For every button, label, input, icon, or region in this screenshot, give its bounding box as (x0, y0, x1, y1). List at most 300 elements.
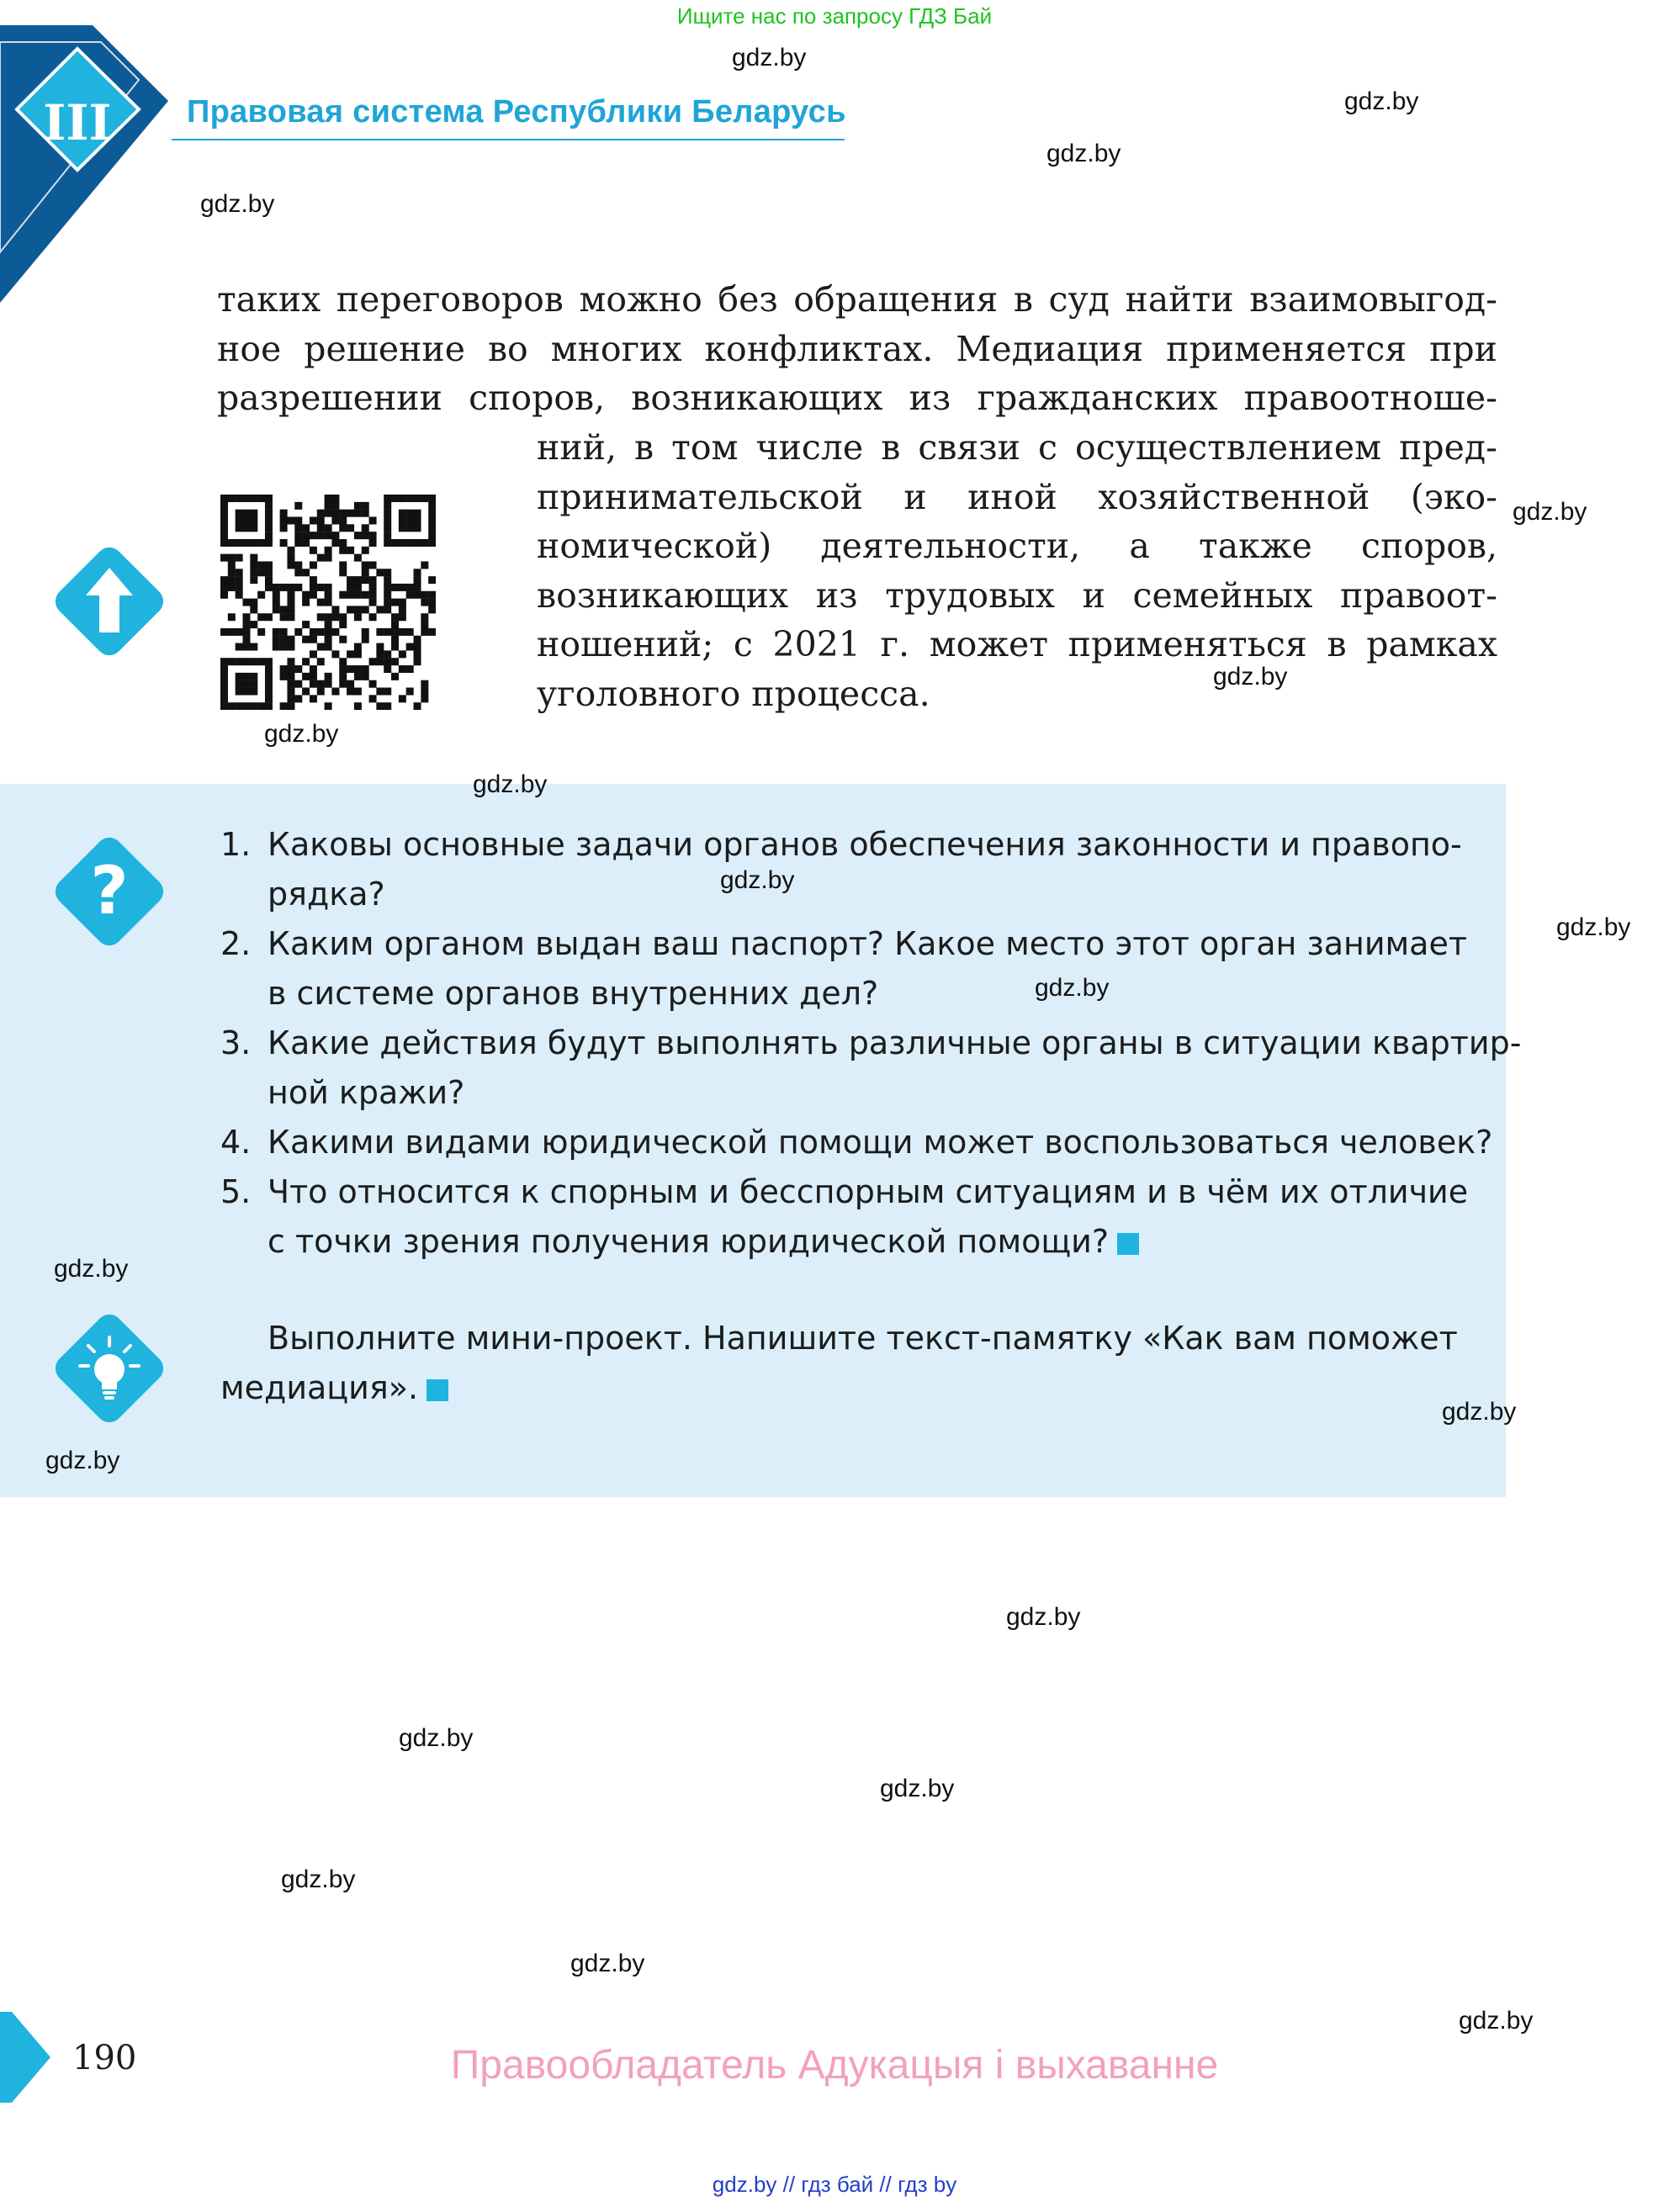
qr-module (428, 606, 436, 613)
qr-module (362, 636, 369, 643)
qr-module (406, 591, 414, 599)
qr-module (391, 673, 399, 680)
qr-module (376, 650, 384, 658)
qr-module (406, 643, 414, 651)
qr-module (220, 576, 228, 584)
qr-module (362, 628, 369, 636)
qr-module (310, 636, 317, 643)
qr-module (406, 495, 414, 502)
qr-module (421, 591, 428, 599)
qr-module (287, 695, 294, 702)
qr-module (273, 643, 280, 651)
qr-module (220, 665, 228, 673)
qr-module (280, 673, 288, 680)
qr-module (220, 539, 228, 547)
qr-module (257, 658, 265, 665)
watermark: gdz.by (1035, 974, 1110, 1002)
mini-project-task (220, 1314, 1457, 1413)
qr-module (369, 613, 377, 621)
project-text: медиация». (220, 1369, 419, 1406)
qr-module (302, 621, 310, 628)
qr-module (317, 688, 325, 696)
qr-module (428, 532, 436, 539)
qr-module (265, 584, 273, 591)
qr-module (265, 576, 273, 584)
qr-module (287, 584, 294, 591)
qr-module (399, 599, 406, 606)
chapter-rule (172, 139, 845, 140)
qr-module (421, 613, 428, 621)
qr-module (294, 695, 302, 702)
qr-module (331, 510, 339, 517)
qr-module (362, 576, 369, 584)
qr-module (280, 628, 288, 636)
qr-module (280, 510, 288, 517)
qr-module (339, 636, 347, 643)
qr-module (280, 613, 288, 621)
search-banner: Ищите нас по запросу ГДЗ Бай (676, 3, 993, 29)
text-line: уголовного процесса. (537, 673, 930, 714)
qr-module (354, 613, 362, 621)
qr-module (354, 643, 362, 651)
question-number: 1. (220, 826, 252, 863)
qr-module (325, 554, 332, 562)
qr-module (428, 510, 436, 517)
qr-module (287, 591, 294, 599)
question-text: Каковы основные задачи органов обеспечения законности и правопо- (268, 826, 1462, 863)
qr-module (339, 591, 347, 599)
qr-module (354, 650, 362, 658)
qr-module (302, 636, 310, 643)
qr-module (414, 576, 421, 584)
qr-module (265, 539, 273, 547)
qr-module (428, 516, 436, 524)
qr-module (384, 524, 391, 532)
qr-module (325, 636, 332, 643)
qr-module (414, 702, 421, 710)
qr-module (220, 516, 228, 524)
qr-module (428, 524, 436, 532)
qr-module (302, 569, 310, 576)
qr-module (325, 532, 332, 539)
qr-module (242, 516, 250, 524)
watermark: gdz.by (45, 1447, 120, 1474)
qr-module (317, 524, 325, 532)
qr-module (376, 569, 384, 576)
qr-module (257, 591, 265, 599)
watermark: gdz.by (1513, 498, 1587, 526)
qr-module (294, 584, 302, 591)
qr-module (265, 665, 273, 673)
watermark: gdz.by (1344, 87, 1419, 115)
qr-module (317, 643, 325, 651)
qr-module (428, 628, 436, 636)
svg-text:?: ? (90, 854, 129, 929)
qr-module (414, 636, 421, 643)
qr-module (250, 576, 257, 584)
watermark: gdz.by (54, 1255, 129, 1283)
qr-code[interactable] (220, 495, 436, 710)
qr-module (325, 643, 332, 651)
qr-module (354, 532, 362, 539)
qr-module (414, 495, 421, 502)
qr-module (384, 510, 391, 517)
qr-module (265, 688, 273, 696)
qr-module (294, 680, 302, 688)
qr-module (399, 524, 406, 532)
qr-module (236, 628, 243, 636)
qr-module (250, 643, 257, 651)
qr-module (317, 516, 325, 524)
qr-module (414, 524, 421, 532)
qr-module (317, 554, 325, 562)
qr-module (287, 606, 294, 613)
qr-module (287, 680, 294, 688)
qr-module (220, 591, 228, 599)
qr-module (362, 502, 369, 510)
qr-module (347, 606, 354, 613)
qr-module (257, 613, 265, 621)
qr-module (242, 613, 250, 621)
question-item (220, 919, 1467, 1019)
qr-module (347, 524, 354, 532)
qr-module (236, 584, 243, 591)
qr-module (280, 665, 288, 673)
qr-module (347, 650, 354, 658)
qr-module (369, 599, 377, 606)
question-number: 2. (220, 925, 252, 962)
qr-module (421, 680, 428, 688)
qr-module (414, 510, 421, 517)
qr-module (220, 695, 228, 702)
qr-module (220, 495, 228, 502)
qr-module (391, 495, 399, 502)
qr-module (287, 673, 294, 680)
qr-module (236, 576, 243, 584)
qr-module (280, 702, 288, 710)
qr-module (236, 680, 243, 688)
watermark: gdz.by (1442, 1398, 1517, 1426)
qr-module (265, 516, 273, 524)
qr-module (369, 516, 377, 524)
qr-module (339, 665, 347, 673)
questions-list (220, 820, 1522, 1267)
qr-module (339, 658, 347, 665)
watermark: gdz.by (880, 1775, 955, 1802)
watermark: gdz.by (200, 190, 275, 218)
project-text: Выполните мини-проект. Напишите текст-памятку «Как вам поможет (268, 1320, 1458, 1357)
qr-module (331, 502, 339, 510)
qr-module (228, 539, 236, 547)
qr-module (384, 576, 391, 584)
qr-module (331, 539, 339, 547)
qr-module (250, 658, 257, 665)
qr-module (242, 621, 250, 628)
qr-module (242, 599, 250, 606)
watermark: gdz.by (1459, 2007, 1534, 2035)
qr-module (236, 569, 243, 576)
qr-module (220, 702, 228, 710)
qr-module (399, 695, 406, 702)
question-item (220, 1019, 1522, 1118)
qr-module (369, 680, 377, 688)
qr-module (399, 628, 406, 636)
qr-module (302, 539, 310, 547)
qr-module (236, 524, 243, 532)
qr-module (421, 561, 428, 569)
qr-module (414, 584, 421, 591)
qr-module (242, 539, 250, 547)
text-line: номической) деятельности, а также споров, (537, 526, 1497, 566)
qr-module (302, 673, 310, 680)
qr-module (428, 591, 436, 599)
qr-module (384, 532, 391, 539)
qr-module (428, 599, 436, 606)
qr-module (384, 665, 391, 673)
qr-module (325, 584, 332, 591)
watermark: gdz.by (1006, 1603, 1081, 1631)
text-line: таких переговоров можно без обращения в суд найти взаимовыгод- (217, 279, 1497, 320)
copyright-notice: Правообладатель Адукацыя і выхаванне (450, 2043, 1219, 2088)
qr-module (331, 532, 339, 539)
qr-module (257, 539, 265, 547)
qr-module (310, 516, 317, 524)
qr-module (339, 516, 347, 524)
question-text: Что относится к спорным и бесспорным ситуациям и в чём их отличие (268, 1173, 1469, 1210)
text-line: ношений; с 2021 г. может применяться в рамках (537, 624, 1497, 664)
qr-module (414, 658, 421, 665)
qr-module (228, 554, 236, 562)
qr-module (294, 561, 302, 569)
question-text: Какие действия будут выполнять различные органы в ситуации квартир- (268, 1024, 1522, 1061)
qr-module (347, 576, 354, 584)
qr-module (354, 576, 362, 584)
qr-module (257, 569, 265, 576)
qr-module (310, 665, 317, 673)
qr-module (406, 516, 414, 524)
qr-module (273, 584, 280, 591)
qr-module (287, 643, 294, 651)
qr-module (302, 688, 310, 696)
qr-module (294, 524, 302, 532)
qr-module (294, 502, 302, 510)
qr-module (414, 516, 421, 524)
qr-module (242, 673, 250, 680)
qr-module (317, 658, 325, 665)
lightbulb-icon (46, 1305, 172, 1431)
qr-module (250, 495, 257, 502)
qr-module (273, 636, 280, 643)
qr-module (242, 510, 250, 517)
qr-module (414, 650, 421, 658)
qr-module (325, 547, 332, 554)
qr-module (384, 606, 391, 613)
text-line: принимательской и иной хозяйственной (эко- (537, 476, 1497, 517)
qr-module (421, 495, 428, 502)
qr-module (331, 688, 339, 696)
qr-module (399, 584, 406, 591)
footer-links[interactable]: gdz.by // гдз бай // гдз by (712, 2172, 957, 2197)
qr-module (242, 524, 250, 532)
qr-module (362, 547, 369, 554)
qr-module (362, 591, 369, 599)
qr-module (280, 606, 288, 613)
qr-module (354, 584, 362, 591)
qr-module (414, 643, 421, 651)
qr-module (362, 569, 369, 576)
qr-module (317, 584, 325, 591)
qr-module (220, 680, 228, 688)
qr-module (339, 569, 347, 576)
qr-module (294, 628, 302, 636)
question-text: в системе органов внутренних дел? (268, 975, 879, 1012)
qr-module (287, 688, 294, 696)
qr-module (428, 495, 436, 502)
qr-module (273, 599, 280, 606)
qr-module (236, 643, 243, 651)
qr-module (265, 561, 273, 569)
qr-module (331, 516, 339, 524)
qr-module (220, 510, 228, 517)
question-text: с точки зрения получения юридической помощи? (268, 1223, 1110, 1260)
qr-module (302, 524, 310, 532)
qr-module (406, 524, 414, 532)
qr-module (406, 688, 414, 696)
qr-module (310, 591, 317, 599)
qr-module (242, 636, 250, 643)
qr-module (287, 516, 294, 524)
qr-module (428, 576, 436, 584)
qr-module (280, 643, 288, 651)
qr-module (399, 650, 406, 658)
qr-module (325, 621, 332, 628)
qr-module (391, 539, 399, 547)
qr-module (242, 495, 250, 502)
qr-module (391, 584, 399, 591)
qr-module (369, 591, 377, 599)
qr-module (228, 584, 236, 591)
qr-module (287, 665, 294, 673)
qr-module (280, 516, 288, 524)
question-icon (46, 828, 172, 955)
qr-module (384, 599, 391, 606)
qr-module (369, 658, 377, 665)
qr-module (265, 680, 273, 688)
qr-module (242, 658, 250, 665)
qr-module (384, 502, 391, 510)
qr-module (391, 643, 399, 651)
qr-module (391, 628, 399, 636)
qr-module (257, 495, 265, 502)
qr-module (220, 673, 228, 680)
qr-module (242, 643, 250, 651)
qr-module (250, 524, 257, 532)
qr-module (265, 673, 273, 680)
qr-module (421, 695, 428, 702)
qr-module (310, 576, 317, 584)
qr-module (391, 636, 399, 643)
qr-module (376, 658, 384, 665)
qr-module (236, 495, 243, 502)
qr-module (220, 658, 228, 665)
qr-module (250, 554, 257, 562)
qr-module (236, 688, 243, 696)
qr-module (302, 599, 310, 606)
qr-module (325, 613, 332, 621)
qr-module (399, 665, 406, 673)
qr-module (331, 495, 339, 502)
qr-module (242, 680, 250, 688)
end-marker-icon (1117, 1233, 1139, 1255)
qr-module (287, 658, 294, 665)
qr-module (228, 628, 236, 636)
question-number: 5. (220, 1173, 252, 1210)
qr-module (310, 561, 317, 569)
qr-module (376, 628, 384, 636)
watermark: gdz.by (281, 1865, 356, 1893)
qr-module (317, 510, 325, 517)
qr-module (325, 673, 332, 680)
qr-module (354, 502, 362, 510)
qr-module (302, 591, 310, 599)
qr-module (265, 495, 273, 502)
qr-module (287, 554, 294, 562)
question-number: 4. (220, 1124, 252, 1161)
chapter-corner-decoration (0, 25, 168, 311)
qr-module (347, 510, 354, 517)
qr-module (384, 658, 391, 665)
qr-module (242, 702, 250, 710)
qr-module (399, 539, 406, 547)
qr-module (406, 510, 414, 517)
qr-module (265, 658, 273, 665)
qr-module (347, 547, 354, 554)
qr-module (362, 665, 369, 673)
qr-module (339, 613, 347, 621)
page-number: 190 (72, 2039, 137, 2077)
qr-module (287, 547, 294, 554)
watermark: gdz.by (1046, 140, 1121, 167)
qr-module (347, 688, 354, 696)
qr-module (310, 584, 317, 591)
qr-module (265, 532, 273, 539)
qr-module (250, 516, 257, 524)
watermark: gdz.by (570, 1950, 645, 1977)
qr-module (294, 539, 302, 547)
qr-module (354, 510, 362, 517)
question-item (220, 1167, 1469, 1267)
qr-module (369, 532, 377, 539)
qr-module (325, 680, 332, 688)
qr-module (421, 628, 428, 636)
qr-module (236, 554, 243, 562)
qr-module (273, 628, 280, 636)
qr-module (362, 673, 369, 680)
qr-module (317, 532, 325, 539)
qr-module (265, 702, 273, 710)
qr-module (369, 695, 377, 702)
qr-module (428, 539, 436, 547)
qr-module (228, 561, 236, 569)
qr-module (354, 606, 362, 613)
qr-module (325, 591, 332, 599)
qr-module (287, 636, 294, 643)
qr-module (220, 502, 228, 510)
qr-module (399, 606, 406, 613)
qr-module (250, 673, 257, 680)
up-arrow-icon (46, 538, 172, 664)
qr-module (362, 510, 369, 517)
